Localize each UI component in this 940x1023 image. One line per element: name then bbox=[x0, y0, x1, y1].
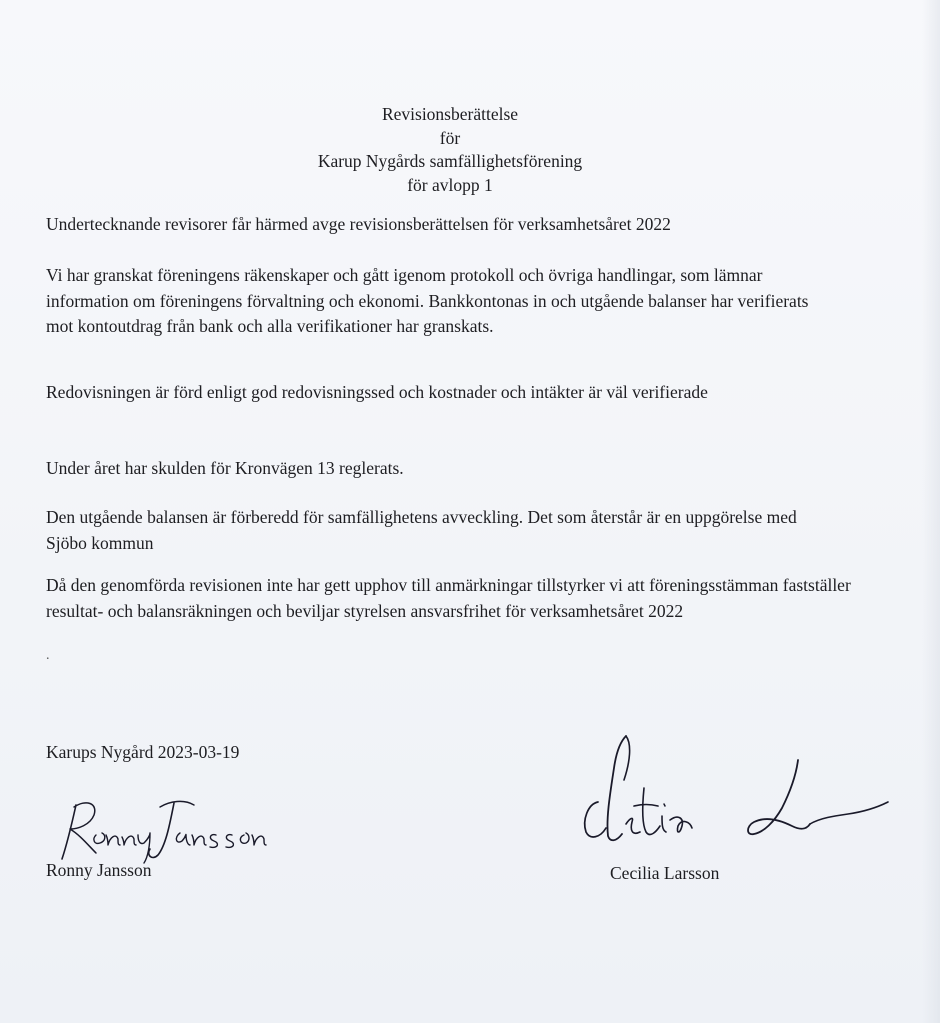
debt-paragraph: Under året har skulden för Kronvägen 13 reglerats. bbox=[46, 458, 404, 478]
place-and-date: Karups Nygård 2023-03-19 bbox=[46, 742, 240, 762]
recommendation-paragraph: Då den genomförda revisionen inte har gett upphov till anmärkningar tillstyrker vi att föreningsstämman fastställer resultat- och balansräkningen och beviljar styrelsen ansvarsfrihet för verksamhetsåret 2022 bbox=[46, 575, 851, 621]
intro-paragraph: Undertecknande revisorer får härmed avge revisionsberättelsen för verksamhetsåret 2022 bbox=[46, 214, 671, 234]
title-line: för avlopp 1 bbox=[407, 174, 493, 195]
stray-mark: . bbox=[46, 648, 50, 663]
signature-cecilia-larsson bbox=[570, 728, 900, 858]
signatory-name-right: Cecilia Larsson bbox=[610, 863, 720, 883]
review-paragraph: Vi har granskat föreningens räkenskaper och gått igenom protokoll och övriga handlingar, som lämnar information om föreningens förvaltning och ekonomi. Bankkontonas in och utgående balanser har verifierats mot kontoutdrag från bank och alla verifikationer har granskats. bbox=[46, 265, 809, 336]
balance-paragraph: Den utgående balansen är förberedd för samfällighetens avveckling. Det som återstår är en uppgörelse med Sjöbo kommun bbox=[46, 507, 797, 553]
signature-ronny-jansson bbox=[52, 795, 267, 865]
document-title bbox=[0, 103, 900, 197]
signatory-name-left: Ronny Jansson bbox=[46, 860, 152, 880]
title-line: för bbox=[439, 127, 461, 148]
title-line: Revisionsberättelse bbox=[381, 104, 519, 124]
page-edge-shading bbox=[922, 0, 940, 1023]
accounting-paragraph: Redovisningen är förd enligt god redovisningssed och kostnader och intäkter är väl verifierade bbox=[46, 382, 708, 402]
title-line: Karup Nygårds samfällighetsförening bbox=[317, 151, 583, 171]
